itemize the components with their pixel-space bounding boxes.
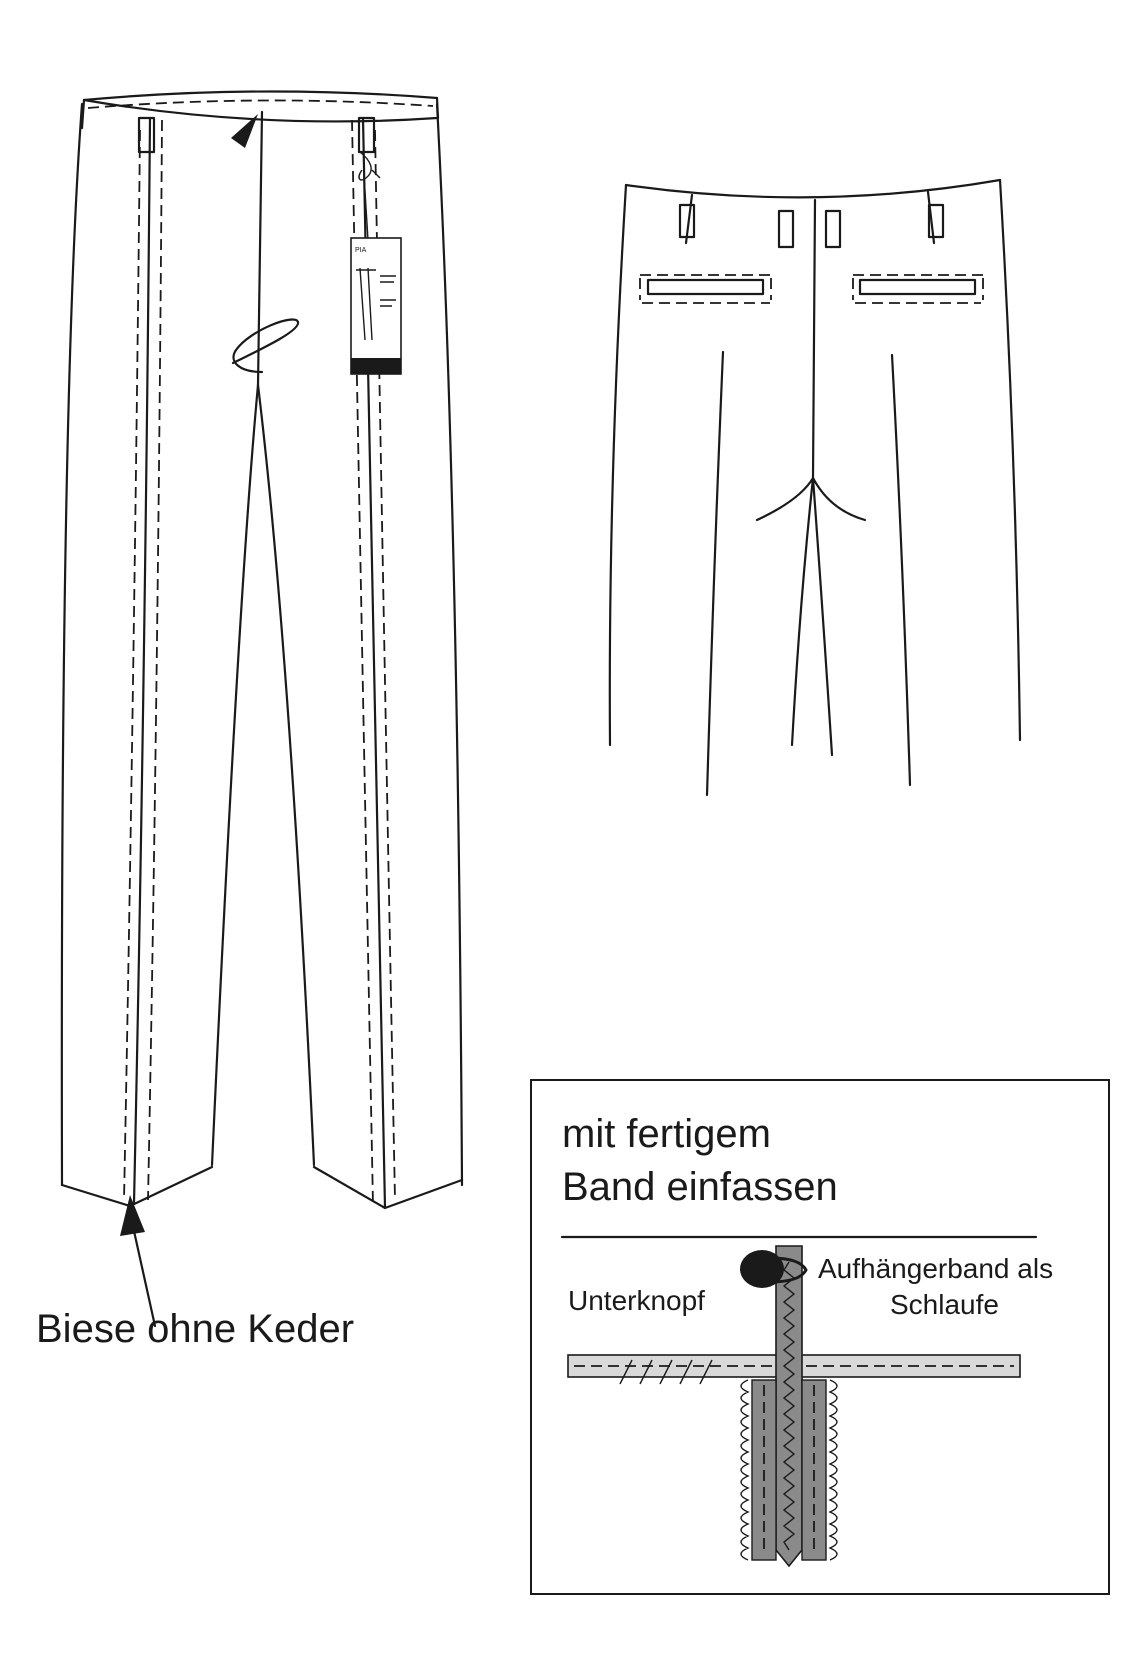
center-front-seam [258, 112, 262, 385]
detail-box [531, 1080, 1109, 1594]
back-pocket-left [640, 275, 772, 303]
detail-title-line2: Band einfassen [562, 1165, 838, 1209]
right-outseam [437, 104, 462, 1185]
back-right-side [1000, 180, 1020, 740]
back-pocket-right [853, 275, 983, 303]
belt-loop-left [139, 118, 154, 152]
back-crease-right [892, 355, 910, 785]
right-hem [314, 1167, 462, 1208]
front-trousers-view [62, 91, 462, 1208]
fly-curve [233, 320, 298, 372]
hang-tag [351, 238, 401, 374]
back-crease-left [707, 352, 723, 795]
detail-title-line1: mit fertigem [562, 1112, 771, 1156]
right-inseam [258, 385, 314, 1165]
center-back-seam [813, 200, 815, 478]
hang-tag-brand: PIA [355, 247, 367, 254]
zipper-strip [776, 1246, 802, 1566]
detail-label-schlaufe: Schlaufe [890, 1289, 999, 1320]
left-hem [62, 1167, 212, 1206]
left-inseam [212, 385, 258, 1165]
hem-caption: Biese ohne Keder [36, 1307, 355, 1351]
left-outseam [62, 104, 82, 1185]
back-left-side [610, 185, 626, 745]
belt-loop-right [359, 118, 374, 152]
detail-label-unterknopf: Unterknopf [568, 1285, 705, 1316]
back-waist-edge [626, 180, 1000, 197]
hem-annotation [36, 1195, 354, 1351]
detail-label-aufhaengerband: Aufhängerband als [818, 1253, 1054, 1284]
back-trousers-view [610, 180, 1020, 795]
